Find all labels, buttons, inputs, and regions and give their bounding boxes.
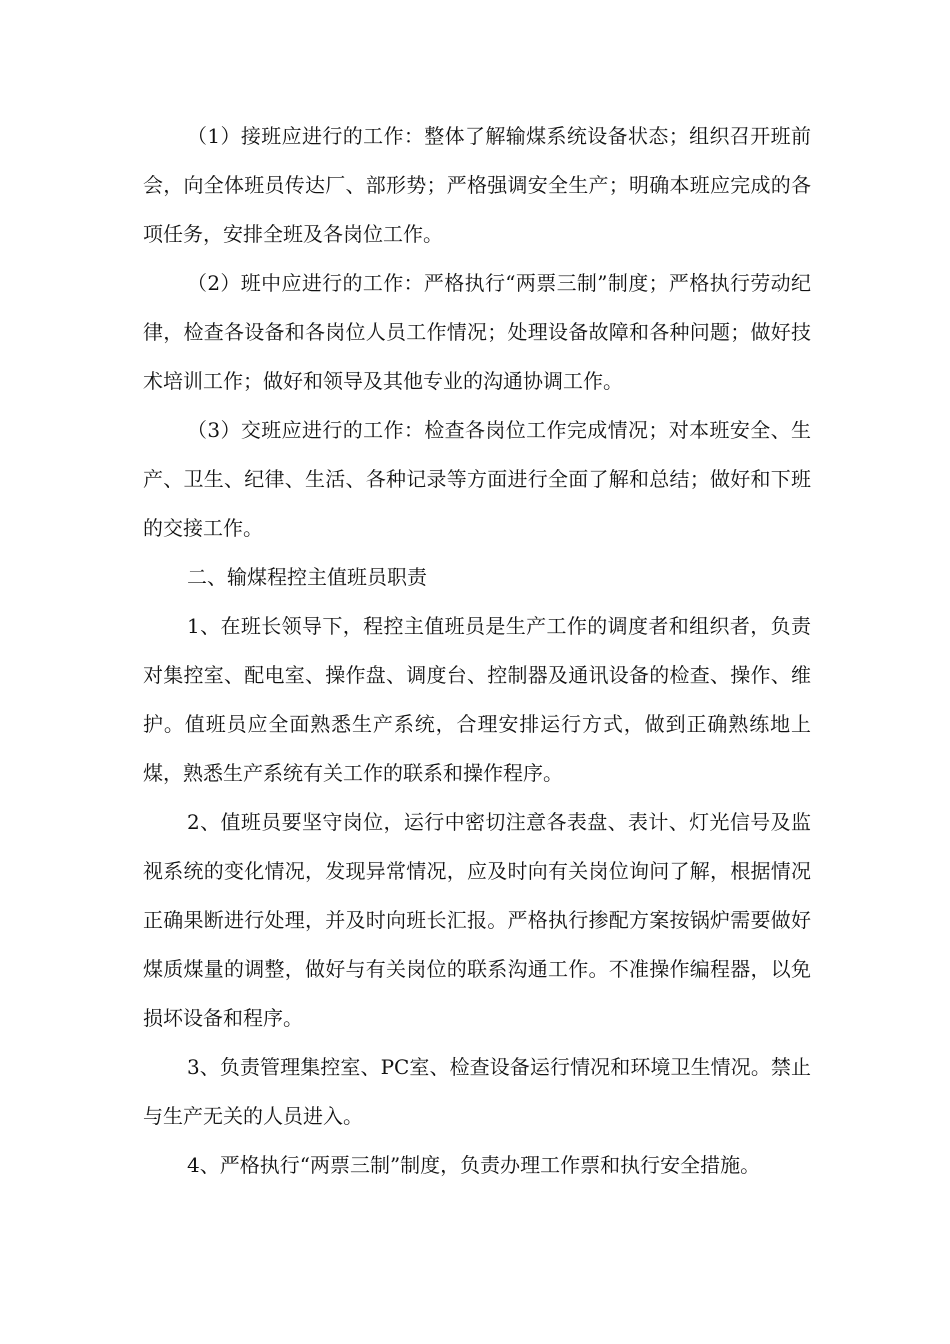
paragraph-shift-handover-start: （1）接班应进行的工作：整体了解输煤系统设备状态；组织召开班前会，向全体班员传达厂、部形势；严格强调安全生产；明确本班应完成的各项任务，安排全班及各岗位工作。 [143,124,811,246]
paragraph-duty-1: 1、在班长领导下，程控主值班员是生产工作的调度者和组织者，负责对集控室、配电室、操作盘、调度台、控制器及通讯设备的检查、操作、维护。值班员应全面熟悉生产系统，合理安排运行方式，做到正确熟练地上煤，熟悉生产系统有关工作的联系和操作程序。 [143,614,811,785]
paragraph-during-shift: （2）班中应进行的工作：严格执行“两票三制”制度；严格执行劳动纪律，检查各设备和各岗位人员工作情况；处理设备故障和各种问题；做好技术培训工作；做好和领导及其他专业的沟通协调工作。 [143,271,811,393]
paragraph-duty-2: 2、值班员要坚守岗位，运行中密切注意各表盘、表计、灯光信号及监视系统的变化情况，发现异常情况，应及时向有关岗位询问了解，根据情况正确果断进行处理，并及时向班长汇报。严格执行掺配方案按锅炉需要做好煤质煤量的调整，做好与有关岗位的联系沟通工作。不准操作编程器，以免损坏设备和程序。 [143,810,811,1030]
document-body [143,112,811,1190]
paragraph-duty-3: 3、负责管理集控室、PC室、检查设备运行情况和环境卫生情况。禁止与生产无关的人员进入。 [143,1055,811,1128]
paragraph-shift-handover-end: （3）交班应进行的工作：检查各岗位工作完成情况；对本班安全、生产、卫生、纪律、生活、各种记录等方面进行全面了解和总结；做好和下班的交接工作。 [143,418,811,540]
paragraph-duty-4: 4、严格执行“两票三制”制度，负责办理工作票和执行安全措施。 [187,1153,761,1177]
section-heading: 二、输煤程控主值班员职责 [187,565,427,589]
